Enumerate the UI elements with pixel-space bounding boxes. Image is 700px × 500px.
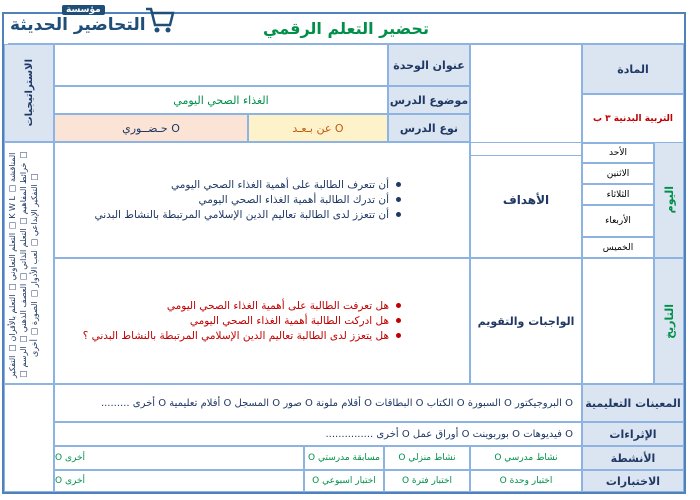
aids-options: O البروجيكتور O السبورة O الكتاب O البطاقات O أقلام ملونة O صور O المسجل O أفلام تعليمية O أخرى ......... — [100, 397, 573, 409]
logo — [4, 1, 176, 39]
day-tuesday[interactable]: الثلاثاء — [582, 184, 654, 205]
objective-item: أن تتعزز لدى الطالبة تعاليم الدين الإسلامي المرتبطة بالنشاط البدني — [55, 208, 401, 223]
bullet-icon — [396, 333, 401, 338]
bullet-icon — [396, 197, 401, 202]
subject-value-cell — [582, 94, 684, 144]
objective-item: أن تدرك الطالبة أهمية الغذاء الصحي اليومي — [55, 193, 401, 208]
activities-label: الأنشطة — [582, 446, 684, 470]
day-wednesday[interactable]: الأربعاء — [582, 205, 654, 237]
day-thursday[interactable]: الخميس — [582, 237, 654, 258]
objectives-cell[interactable] — [54, 142, 470, 258]
lesson-type-inperson[interactable]: O حـضــوري — [54, 114, 248, 142]
test-weekly[interactable]: اختبار اسبوعي O — [304, 470, 384, 492]
day-sunday[interactable]: الأحد — [582, 142, 654, 163]
enrichment-cell[interactable] — [54, 422, 582, 446]
day-monday[interactable]: الاثنين — [582, 163, 654, 184]
subject-value: التربية البدنية ٣ ب — [592, 114, 674, 124]
objectives-label-cell — [470, 142, 582, 258]
activity-school[interactable]: نشاط مدرسي O — [470, 446, 582, 470]
lesson-topic-label: موضوع الدرس — [388, 86, 470, 114]
aids-cell[interactable] — [54, 384, 582, 422]
days-list — [582, 142, 654, 258]
date-label: التاريخ — [654, 258, 684, 384]
enrichment-label: الإثراءات — [582, 422, 684, 446]
test-period[interactable]: اختبار فترة O — [384, 470, 470, 492]
strategies-list-cell[interactable] — [4, 142, 54, 384]
page-title: تحضير التعلم الرقمي — [8, 14, 684, 44]
unit-title-value[interactable] — [54, 44, 388, 86]
unit-title-label: عنوان الوحدة — [388, 44, 470, 86]
bullet-icon — [396, 182, 401, 187]
homework-cell[interactable] — [54, 258, 470, 384]
activity-home[interactable]: نشاط منزلي O — [384, 446, 470, 470]
lesson-topic-value-cell[interactable] — [54, 86, 388, 114]
lesson-type-label: نوع الدرس — [388, 114, 470, 142]
strategies-list: التعلم التعاوني □ التعلم بالأقران □ التفكير □ K W L □ المناقشة □ خرائط المفاهيم □ التعلم الذاتي □ العصف الذهني □ الرسم □ التفكير الإبداعي □ لعب الأدوار □ الصورة □ أخرى □ — [8, 151, 39, 379]
aids-label: المعينات التعليمية — [582, 384, 684, 422]
day-label: اليوم — [654, 142, 684, 258]
bullet-icon — [396, 303, 401, 308]
objective-item: أن تتعرف الطالبة على أهمية الغذاء الصحي اليومي — [55, 178, 401, 193]
activity-other[interactable]: أخرى O — [54, 446, 304, 470]
cart-icon — [144, 3, 176, 37]
bullet-icon — [396, 318, 401, 323]
enrichment-options: O فيديوهات O بوربوينت O أوراق عمل O أخرى ............... — [325, 428, 573, 440]
strategies-bottom-spacer — [4, 384, 54, 492]
homework-list — [55, 299, 469, 344]
bullet-icon — [396, 212, 401, 217]
objectives-label: الأهداف — [502, 193, 550, 207]
homework-item: هل ادركت الطالبة أهمية الغذاء الصحي اليومي — [55, 314, 401, 329]
homework-item: هل يتعزز لدى الطالبة تعاليم الدين الإسلامي المرتبطة بالنشاط البدني ؟ — [55, 329, 401, 344]
lesson-type-remote[interactable]: O عن بـعـد — [248, 114, 388, 142]
logo-title: التحاضير الحديثة — [10, 15, 146, 35]
objectives-list — [55, 178, 469, 223]
lesson-topic-value: الغذاء الصحي اليومي — [173, 93, 269, 107]
date-value[interactable] — [582, 258, 654, 384]
test-unit[interactable]: اختبار وحدة O — [470, 470, 582, 492]
subject-spacer — [470, 44, 582, 156]
homework-item: هل تعرفت الطالبة على أهمية الغذاء الصحي اليومي — [55, 299, 401, 314]
homework-label-cell — [470, 258, 582, 384]
strategies-label: الاستراتيجيات — [4, 44, 54, 142]
subject-label: المادة — [582, 44, 684, 94]
test-other[interactable]: أخرى O — [54, 470, 304, 492]
lesson-plan-sheet — [2, 12, 686, 494]
tests-label: الاختبارات — [582, 470, 684, 492]
logo-subtitle: مؤسسة — [62, 5, 105, 15]
homework-label: الواجبات والتقويم — [477, 314, 575, 328]
activity-competition[interactable]: مسابقة مدرستي O — [304, 446, 384, 470]
